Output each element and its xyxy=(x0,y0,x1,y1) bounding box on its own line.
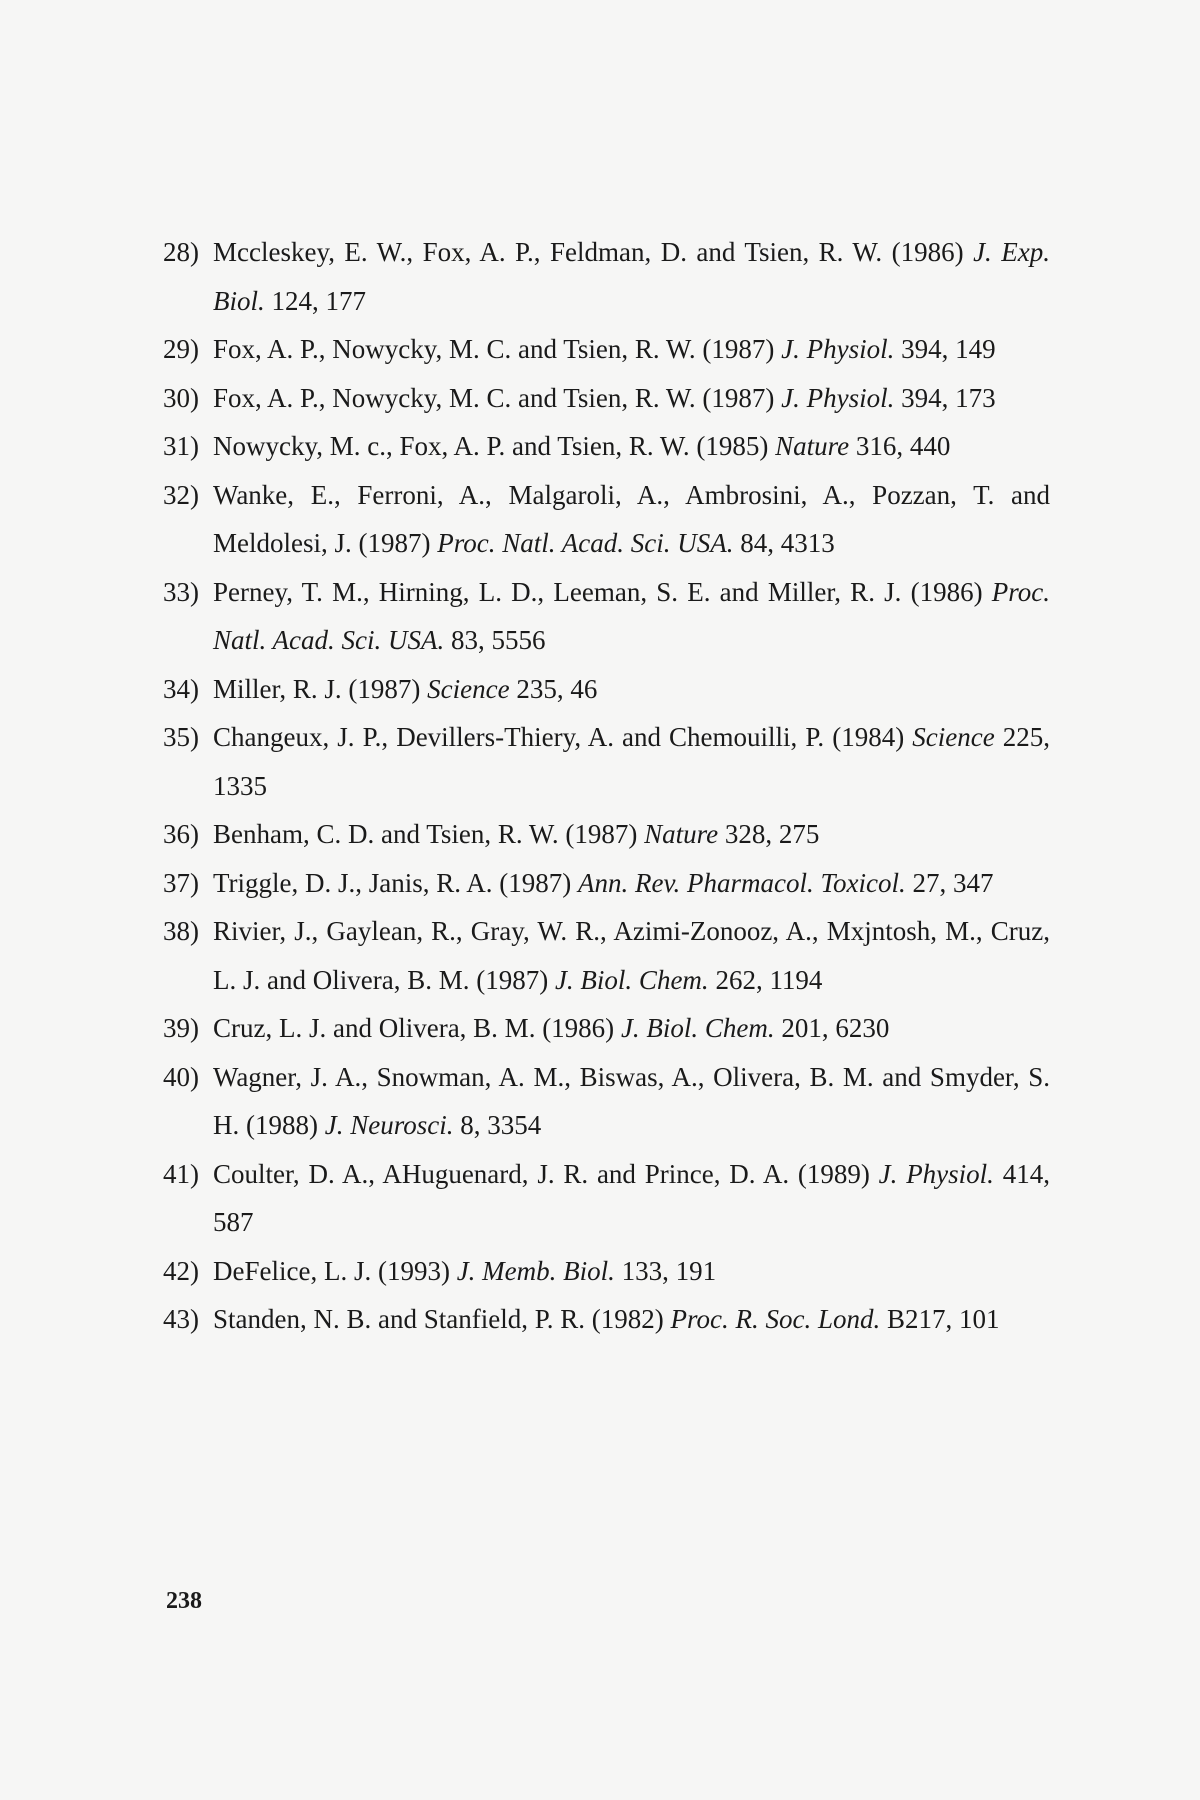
reference-text: 414, 587 xyxy=(213,1158,1050,1237)
reference-text: 133, 191 xyxy=(614,1255,717,1286)
reference-number: 40) xyxy=(163,1061,199,1092)
journal-title: Proc. Natl. Acad. Sci. USA. xyxy=(213,576,1050,655)
reference-text: 316, 440 xyxy=(849,431,951,461)
reference-number: 36) xyxy=(163,819,199,849)
reference-number: 42) xyxy=(163,1255,199,1286)
reference-text: 235, 46 xyxy=(509,673,598,704)
reference-number: 37) xyxy=(163,867,199,898)
page-number: 238 xyxy=(166,1588,202,1614)
reference-item xyxy=(163,665,1050,714)
reference-number: 33) xyxy=(163,576,199,607)
reference-item xyxy=(163,713,1050,810)
reference-item xyxy=(163,422,1050,471)
reference-item xyxy=(163,1247,1050,1296)
reference-item xyxy=(163,859,1050,908)
reference-text: 201, 6230 xyxy=(774,1013,890,1043)
reference-number: 41) xyxy=(163,1158,199,1189)
reference-number: 34) xyxy=(163,673,199,704)
reference-text: Fox, A. P., Nowycky, M. C. and Tsien, R. W. (1987) xyxy=(213,382,782,413)
reference-item xyxy=(163,471,1050,568)
reference-item xyxy=(163,228,1050,325)
reference-number: 28) xyxy=(163,237,199,267)
journal-title: J. Neurosci. xyxy=(324,1110,454,1140)
reference-number: 30) xyxy=(163,382,199,413)
journal-title: Ann. Rev. Pharmacol. Toxicol. xyxy=(578,867,906,898)
reference-item xyxy=(163,1004,1050,1053)
journal-title: J. Physiol. xyxy=(781,382,895,413)
journal-title: Science xyxy=(427,673,510,704)
reference-number: 35) xyxy=(163,722,199,752)
reference-text: Cruz, L. J. and Olivera, B. M. (1986) xyxy=(213,1013,621,1043)
reference-text: Rivier, J., Gaylean, R., Gray, W. R., Azimi-Zonooz, A., Mxjntosh, M., Cruz, L. J. and Olivera, B. M. (1987) xyxy=(213,916,1050,995)
reference-text: Wagner, J. A., Snowman, A. M., Biswas, A., Olivera, B. M. and Smyder, S. H. (1988) xyxy=(213,1061,1050,1140)
reference-item xyxy=(163,907,1050,1004)
reference-text: Miller, R. J. (1987) xyxy=(213,673,428,704)
reference-text: Changeux, J. P., Devillers-Thiery, A. and Chemouilli, P. (1984) xyxy=(213,722,913,752)
reference-number: 32) xyxy=(163,479,199,510)
journal-title: J. Memb. Biol. xyxy=(456,1255,615,1286)
reference-text: DeFelice, L. J. (1993) xyxy=(213,1255,457,1286)
reference-text: Triggle, D. J., Janis, R. A. (1987) xyxy=(213,867,579,898)
reference-number: 43) xyxy=(163,1304,199,1334)
reference-item xyxy=(163,325,1050,374)
reference-item xyxy=(163,1053,1050,1150)
reference-text: 225, 1335 xyxy=(213,722,1050,801)
reference-number: 29) xyxy=(163,334,199,364)
reference-item xyxy=(163,568,1050,665)
reference-text: Nowycky, M. c., Fox, A. P. and Tsien, R. W. (1985) xyxy=(213,431,776,461)
reference-text: B217, 101 xyxy=(880,1304,1000,1334)
reference-item xyxy=(163,1295,1050,1344)
reference-text: Standen, N. B. and Stanfield, P. R. (1982) xyxy=(213,1304,671,1334)
reference-text: 8, 3354 xyxy=(453,1110,542,1140)
journal-title: Proc. Natl. Acad. Sci. USA. xyxy=(437,528,734,558)
journal-title: J. Exp. Biol. xyxy=(213,237,1050,316)
reference-text: Wanke, E., Ferroni, A., Malgaroli, A., Ambrosini, A., Pozzan, T. and Meldolesi, J. (1987) xyxy=(213,479,1050,558)
reference-text: 27, 347 xyxy=(905,867,994,898)
journal-title: Nature xyxy=(775,431,850,461)
reference-text: Fox, A. P., Nowycky, M. C. and Tsien, R. W. (1987) xyxy=(213,334,782,364)
journal-title: Nature xyxy=(644,819,719,849)
reference-text: 394, 149 xyxy=(894,334,996,364)
reference-text: 124, 177 xyxy=(264,285,366,316)
reference-text: 328, 275 xyxy=(718,819,820,849)
reference-text: Benham, C. D. and Tsien, R. W. (1987) xyxy=(213,819,645,849)
reference-text: 84, 4313 xyxy=(733,528,835,558)
reference-item xyxy=(163,374,1050,423)
reference-number: 39) xyxy=(163,1013,199,1043)
journal-title: Science xyxy=(912,722,995,752)
journal-title: J. Physiol. xyxy=(781,334,895,364)
reference-text: Coulter, D. A., AHuguenard, J. R. and Prince, D. A. (1989) xyxy=(213,1158,879,1189)
reference-text: Perney, T. M., Hirning, L. D., Leeman, S. E. and Miller, R. J. (1986) xyxy=(213,576,992,607)
journal-title: Proc. R. Soc. Lond. xyxy=(670,1304,881,1334)
reference-text: 262, 1194 xyxy=(708,964,823,995)
reference-number: 38) xyxy=(163,916,199,946)
reference-item xyxy=(163,1150,1050,1247)
journal-title: J. Biol. Chem. xyxy=(554,964,709,995)
reference-number: 31) xyxy=(163,431,199,461)
reference-list xyxy=(163,228,1050,1344)
reference-text: Mccleskey, E. W., Fox, A. P., Feldman, D. and Tsien, R. W. (1986) xyxy=(213,237,974,267)
journal-title: J. Physiol. xyxy=(878,1158,994,1189)
reference-text: 394, 173 xyxy=(894,382,996,413)
journal-title: J. Biol. Chem. xyxy=(620,1013,775,1043)
reference-text: 83, 5556 xyxy=(444,625,546,655)
reference-item xyxy=(163,810,1050,859)
